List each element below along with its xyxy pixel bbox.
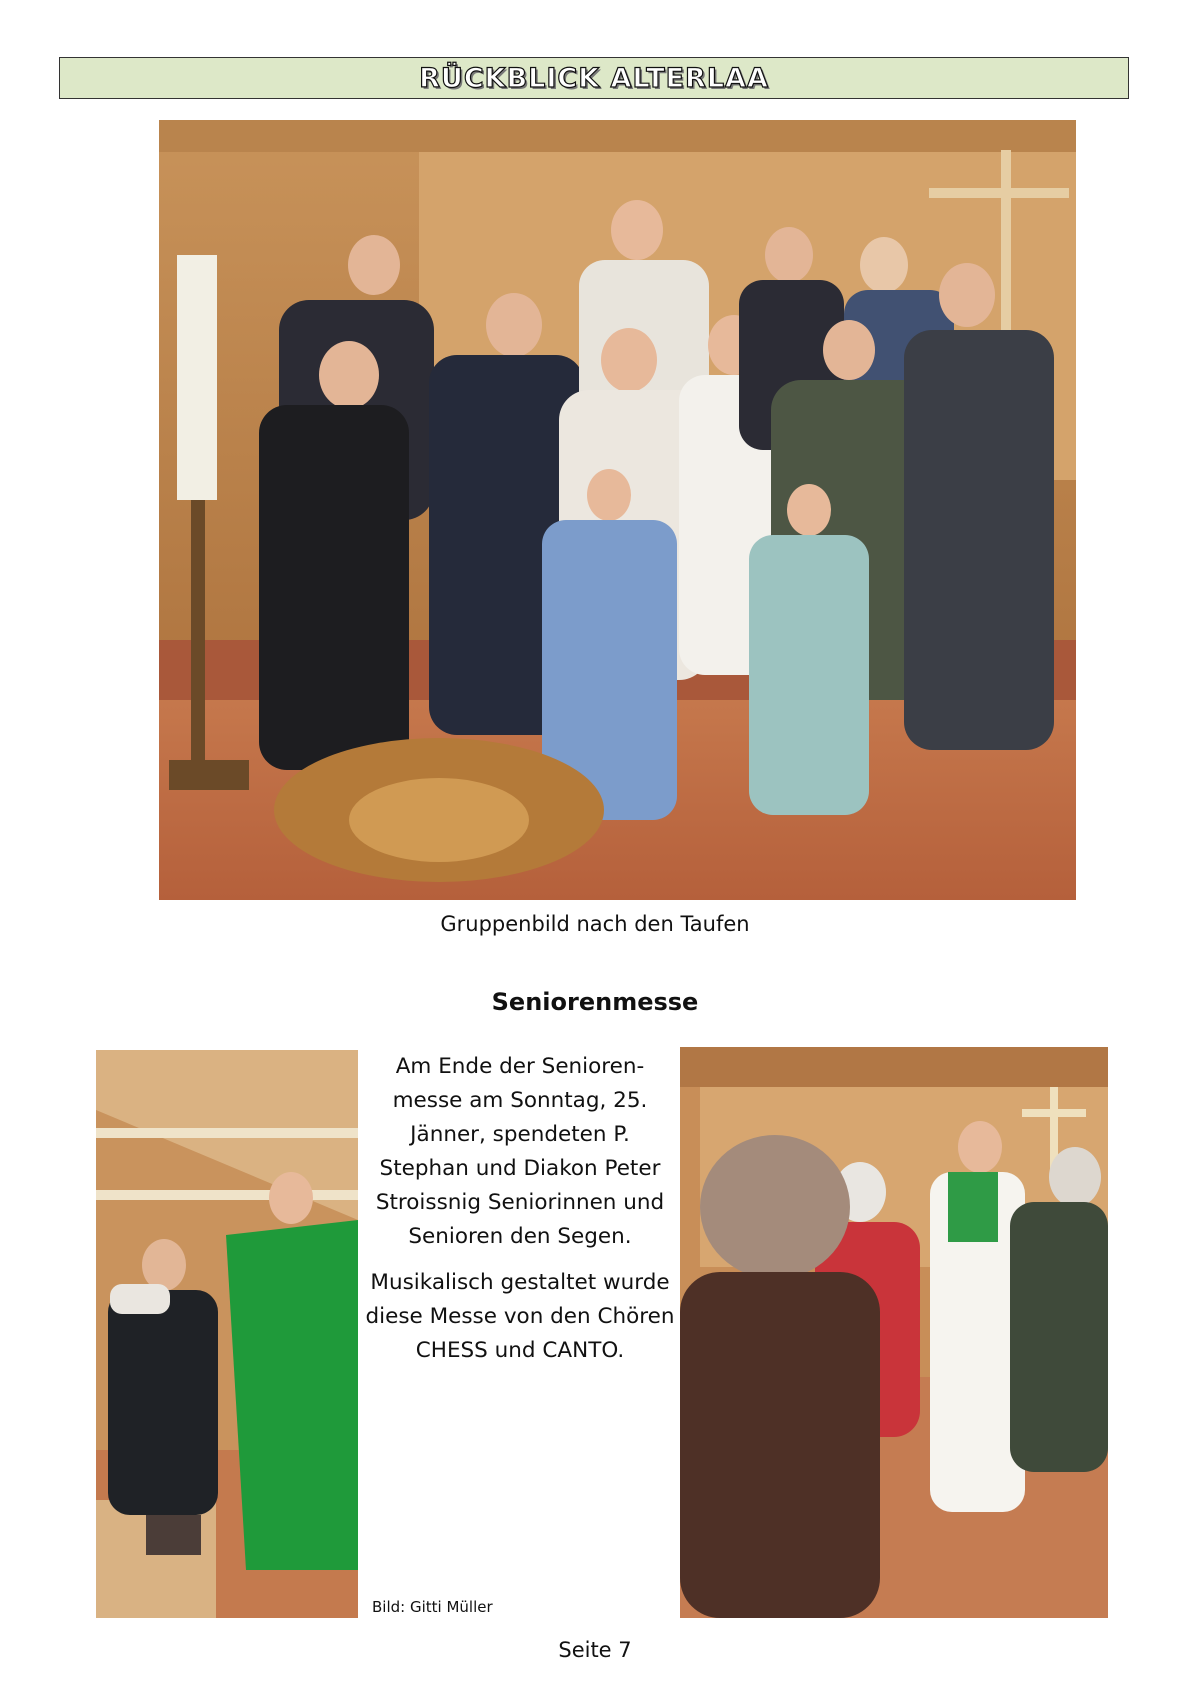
header-banner <box>59 57 1129 99</box>
photo-credit: Bild: Gitti Müller <box>372 1598 493 1616</box>
group-photo <box>159 120 1076 900</box>
blessing-photo-left <box>96 1050 358 1618</box>
body-paragraph: Am Ende der Senioren-messe am Sonntag, 25. Jänner, spendeten P. Stephan und Diakon Peter Stroissnig Seniorinnen und Senioren den Segen. <box>375 1054 665 1249</box>
page-header-title: RÜCKBLICK ALTERLAA <box>419 62 769 94</box>
blessing-photo-right <box>680 1047 1108 1618</box>
section-title: Seniorenmesse <box>491 988 699 1016</box>
section-body <box>365 1050 675 1380</box>
group-photo-caption: Gruppenbild nach den Taufen <box>440 912 750 936</box>
body-paragraph: Musikalisch gestaltet wurde diese Messe von den Chören CHESS und CANTO. <box>365 1270 675 1363</box>
page-number: Seite 7 <box>558 1638 632 1662</box>
